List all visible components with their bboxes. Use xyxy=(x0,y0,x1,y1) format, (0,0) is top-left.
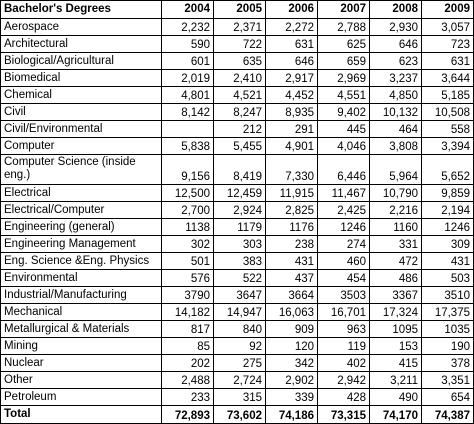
degree-count-2006: 2,917 xyxy=(266,70,318,87)
degree-count-2008: 472 xyxy=(370,253,422,270)
degree-count-2004: 233 xyxy=(162,389,214,406)
degree-count-2005: 2,371 xyxy=(214,19,266,36)
degree-count-2006: 3664 xyxy=(266,287,318,304)
table-row xyxy=(1,53,474,70)
degree-count-2007: 4,551 xyxy=(318,87,370,104)
degree-count-2009: 3,644 xyxy=(422,70,474,87)
degree-count-2008: 3367 xyxy=(370,287,422,304)
header-year-2009: 2009 xyxy=(422,1,474,19)
degree-count-2004: 501 xyxy=(162,253,214,270)
table-row xyxy=(1,338,474,355)
degree-count-2004: 85 xyxy=(162,338,214,355)
degree-count-2005: 12,459 xyxy=(214,185,266,202)
degree-count-2005: 5,455 xyxy=(214,138,266,155)
table-row xyxy=(1,389,474,406)
degree-count-2009: 3510 xyxy=(422,287,474,304)
degree-count-2004: 576 xyxy=(162,270,214,287)
degree-count-2008: 153 xyxy=(370,338,422,355)
degree-count-2006: 7,330 xyxy=(266,155,318,185)
degree-count-2009: 3,057 xyxy=(422,19,474,36)
degree-count-2007: 428 xyxy=(318,389,370,406)
table-row xyxy=(1,321,474,338)
degree-count-2007: 16,701 xyxy=(318,304,370,321)
degree-count-2004: 302 xyxy=(162,236,214,253)
degree-count-2005: 8,247 xyxy=(214,104,266,121)
degree-count-2005: 2,410 xyxy=(214,70,266,87)
degree-count-2004: 601 xyxy=(162,53,214,70)
degree-name: Electrical xyxy=(1,185,162,202)
degree-count-2009: 378 xyxy=(422,355,474,372)
degree-name: Computer Science (inside eng.) xyxy=(1,155,162,185)
degree-count-2008: 3,211 xyxy=(370,372,422,389)
degree-count-2008: 490 xyxy=(370,389,422,406)
degree-count-2005: 8,419 xyxy=(214,155,266,185)
degree-count-2004: 9,156 xyxy=(162,155,214,185)
table-row xyxy=(1,155,474,185)
degree-count-2008: 486 xyxy=(370,270,422,287)
degree-count-2007: 659 xyxy=(318,53,370,70)
table-row xyxy=(1,36,474,53)
degree-count-2007: 625 xyxy=(318,36,370,53)
header-row xyxy=(1,1,474,19)
degree-count-2007: 445 xyxy=(318,121,370,138)
degree-count-2004: 2,232 xyxy=(162,19,214,36)
degree-name: Engineering Management xyxy=(1,236,162,253)
degree-count-2009: 10,508 xyxy=(422,104,474,121)
degree-count-2004: 1138 xyxy=(162,219,214,236)
degree-count-2006: 2,825 xyxy=(266,202,318,219)
degree-count-2008: 331 xyxy=(370,236,422,253)
degree-count-2005: 4,521 xyxy=(214,87,266,104)
header-year-2005: 2005 xyxy=(214,1,266,19)
degree-count-2008: 646 xyxy=(370,36,422,53)
total-label: Total xyxy=(1,406,162,424)
table-body xyxy=(1,19,474,424)
degree-count-2009: 503 xyxy=(422,270,474,287)
degree-count-2008: 4,850 xyxy=(370,87,422,104)
degree-count-2006: 238 xyxy=(266,236,318,253)
degree-count-2004: 5,838 xyxy=(162,138,214,155)
degree-name: Other xyxy=(1,372,162,389)
degree-count-2009: 654 xyxy=(422,389,474,406)
total-2009: 74,387 xyxy=(422,406,474,424)
degree-count-2007: 2,788 xyxy=(318,19,370,36)
degree-count-2007: 4,046 xyxy=(318,138,370,155)
degree-count-2008: 10,790 xyxy=(370,185,422,202)
degree-count-2008: 1160 xyxy=(370,219,422,236)
table-row xyxy=(1,219,474,236)
table-row xyxy=(1,236,474,253)
degree-count-2009: 1246 xyxy=(422,219,474,236)
degree-count-2008: 5,964 xyxy=(370,155,422,185)
degree-count-2009: 2,194 xyxy=(422,202,474,219)
degree-count-2007: 963 xyxy=(318,321,370,338)
degree-count-2008: 3,237 xyxy=(370,70,422,87)
header-year-2007: 2007 xyxy=(318,1,370,19)
degree-count-2004: 590 xyxy=(162,36,214,53)
degree-count-2005: 2,924 xyxy=(214,202,266,219)
degree-count-2008: 1095 xyxy=(370,321,422,338)
degree-name: Environmental xyxy=(1,270,162,287)
degree-name: Chemical xyxy=(1,87,162,104)
degree-count-2007: 2,969 xyxy=(318,70,370,87)
total-row xyxy=(1,406,474,424)
degree-count-2005: 383 xyxy=(214,253,266,270)
degree-count-2004: 8,142 xyxy=(162,104,214,121)
degree-count-2005: 522 xyxy=(214,270,266,287)
degree-count-2007: 11,467 xyxy=(318,185,370,202)
degree-name: Computer xyxy=(1,138,162,155)
degree-count-2007: 454 xyxy=(318,270,370,287)
degree-name: Biological/Agricultural xyxy=(1,53,162,70)
degree-count-2009: 3,351 xyxy=(422,372,474,389)
table-row xyxy=(1,87,474,104)
degree-name: Civil/Environmental xyxy=(1,121,162,138)
degree-count-2007: 2,942 xyxy=(318,372,370,389)
degree-count-2006: 646 xyxy=(266,53,318,70)
degree-count-2006: 2,272 xyxy=(266,19,318,36)
degree-count-2006: 1176 xyxy=(266,219,318,236)
header-year-2008: 2008 xyxy=(370,1,422,19)
total-2007: 73,315 xyxy=(318,406,370,424)
degree-count-2006: 11,915 xyxy=(266,185,318,202)
degree-count-2006: 339 xyxy=(266,389,318,406)
degree-count-2005: 2,724 xyxy=(214,372,266,389)
degree-name: Industrial/Manufacturing xyxy=(1,287,162,304)
degree-count-2009: 558 xyxy=(422,121,474,138)
degree-count-2006: 4,452 xyxy=(266,87,318,104)
table-row xyxy=(1,253,474,270)
degree-count-2007: 3503 xyxy=(318,287,370,304)
degree-name: Civil xyxy=(1,104,162,121)
degree-count-2005: 275 xyxy=(214,355,266,372)
degree-count-2008: 2,216 xyxy=(370,202,422,219)
degree-count-2006: 8,935 xyxy=(266,104,318,121)
table-row xyxy=(1,372,474,389)
degree-count-2006: 342 xyxy=(266,355,318,372)
degree-count-2009: 1035 xyxy=(422,321,474,338)
degree-count-2009: 309 xyxy=(422,236,474,253)
degree-count-2007: 9,402 xyxy=(318,104,370,121)
degree-count-2004: 2,700 xyxy=(162,202,214,219)
degree-count-2006: 4,901 xyxy=(266,138,318,155)
degree-count-2005: 315 xyxy=(214,389,266,406)
degree-count-2006: 631 xyxy=(266,36,318,53)
degree-count-2004: 817 xyxy=(162,321,214,338)
degree-name: Architectural xyxy=(1,36,162,53)
degree-count-2006: 120 xyxy=(266,338,318,355)
degree-count-2008: 623 xyxy=(370,53,422,70)
degree-count-2009: 431 xyxy=(422,253,474,270)
degree-count-2007: 460 xyxy=(318,253,370,270)
degree-count-2005: 635 xyxy=(214,53,266,70)
degree-name: Nuclear xyxy=(1,355,162,372)
table-row xyxy=(1,355,474,372)
degree-count-2005: 212 xyxy=(214,121,266,138)
table-row xyxy=(1,138,474,155)
degree-name: Aerospace xyxy=(1,19,162,36)
degree-name: Electrical/Computer xyxy=(1,202,162,219)
degree-count-2008: 10,132 xyxy=(370,104,422,121)
degree-count-2009: 631 xyxy=(422,53,474,70)
header-year-2004: 2004 xyxy=(162,1,214,19)
degree-count-2007: 274 xyxy=(318,236,370,253)
degree-count-2007: 402 xyxy=(318,355,370,372)
degree-count-2004: 3790 xyxy=(162,287,214,304)
table-row xyxy=(1,104,474,121)
header-year-2006: 2006 xyxy=(266,1,318,19)
table-row xyxy=(1,287,474,304)
total-2005: 73,602 xyxy=(214,406,266,424)
degree-count-2004: 4,801 xyxy=(162,87,214,104)
degree-count-2004 xyxy=(162,121,214,138)
degree-count-2005: 14,947 xyxy=(214,304,266,321)
degree-count-2004: 2,019 xyxy=(162,70,214,87)
table-row xyxy=(1,185,474,202)
degree-count-2007: 2,425 xyxy=(318,202,370,219)
degree-count-2009: 5,185 xyxy=(422,87,474,104)
total-2006: 74,186 xyxy=(266,406,318,424)
degree-count-2005: 92 xyxy=(214,338,266,355)
degree-name: Mining xyxy=(1,338,162,355)
degree-name: Mechanical xyxy=(1,304,162,321)
degree-count-2006: 2,902 xyxy=(266,372,318,389)
degree-count-2009: 5,652 xyxy=(422,155,474,185)
degree-count-2008: 17,324 xyxy=(370,304,422,321)
degree-count-2006: 437 xyxy=(266,270,318,287)
degree-count-2009: 9,859 xyxy=(422,185,474,202)
total-2008: 74,170 xyxy=(370,406,422,424)
degree-count-2008: 3,808 xyxy=(370,138,422,155)
degree-name: Eng. Science &Eng. Physics xyxy=(1,253,162,270)
degree-count-2008: 464 xyxy=(370,121,422,138)
total-2004: 72,893 xyxy=(162,406,214,424)
degree-count-2009: 190 xyxy=(422,338,474,355)
table-row xyxy=(1,270,474,287)
header-degree: Bachelor's Degrees xyxy=(1,1,162,19)
degree-count-2009: 17,375 xyxy=(422,304,474,321)
degree-count-2004: 2,488 xyxy=(162,372,214,389)
table-row xyxy=(1,121,474,138)
degree-count-2008: 2,930 xyxy=(370,19,422,36)
degree-count-2005: 303 xyxy=(214,236,266,253)
degree-name: Petroleum xyxy=(1,389,162,406)
degree-count-2006: 16,063 xyxy=(266,304,318,321)
degree-count-2004: 202 xyxy=(162,355,214,372)
degree-count-2006: 291 xyxy=(266,121,318,138)
degree-count-2005: 3647 xyxy=(214,287,266,304)
table-row xyxy=(1,19,474,36)
degree-count-2004: 14,182 xyxy=(162,304,214,321)
degree-name: Engineering (general) xyxy=(1,219,162,236)
degree-name: Metallurgical & Materials xyxy=(1,321,162,338)
table-row xyxy=(1,304,474,321)
degree-count-2007: 1246 xyxy=(318,219,370,236)
degree-count-2006: 909 xyxy=(266,321,318,338)
degree-count-2009: 3,394 xyxy=(422,138,474,155)
degree-count-2008: 415 xyxy=(370,355,422,372)
table-row xyxy=(1,70,474,87)
degree-count-2007: 119 xyxy=(318,338,370,355)
degree-name: Biomedical xyxy=(1,70,162,87)
degree-count-2005: 1179 xyxy=(214,219,266,236)
degree-count-2009: 723 xyxy=(422,36,474,53)
degree-count-2006: 431 xyxy=(266,253,318,270)
degree-count-2004: 12,500 xyxy=(162,185,214,202)
degree-count-2005: 840 xyxy=(214,321,266,338)
degree-count-2007: 6,446 xyxy=(318,155,370,185)
degree-count-2005: 722 xyxy=(214,36,266,53)
table-row xyxy=(1,202,474,219)
